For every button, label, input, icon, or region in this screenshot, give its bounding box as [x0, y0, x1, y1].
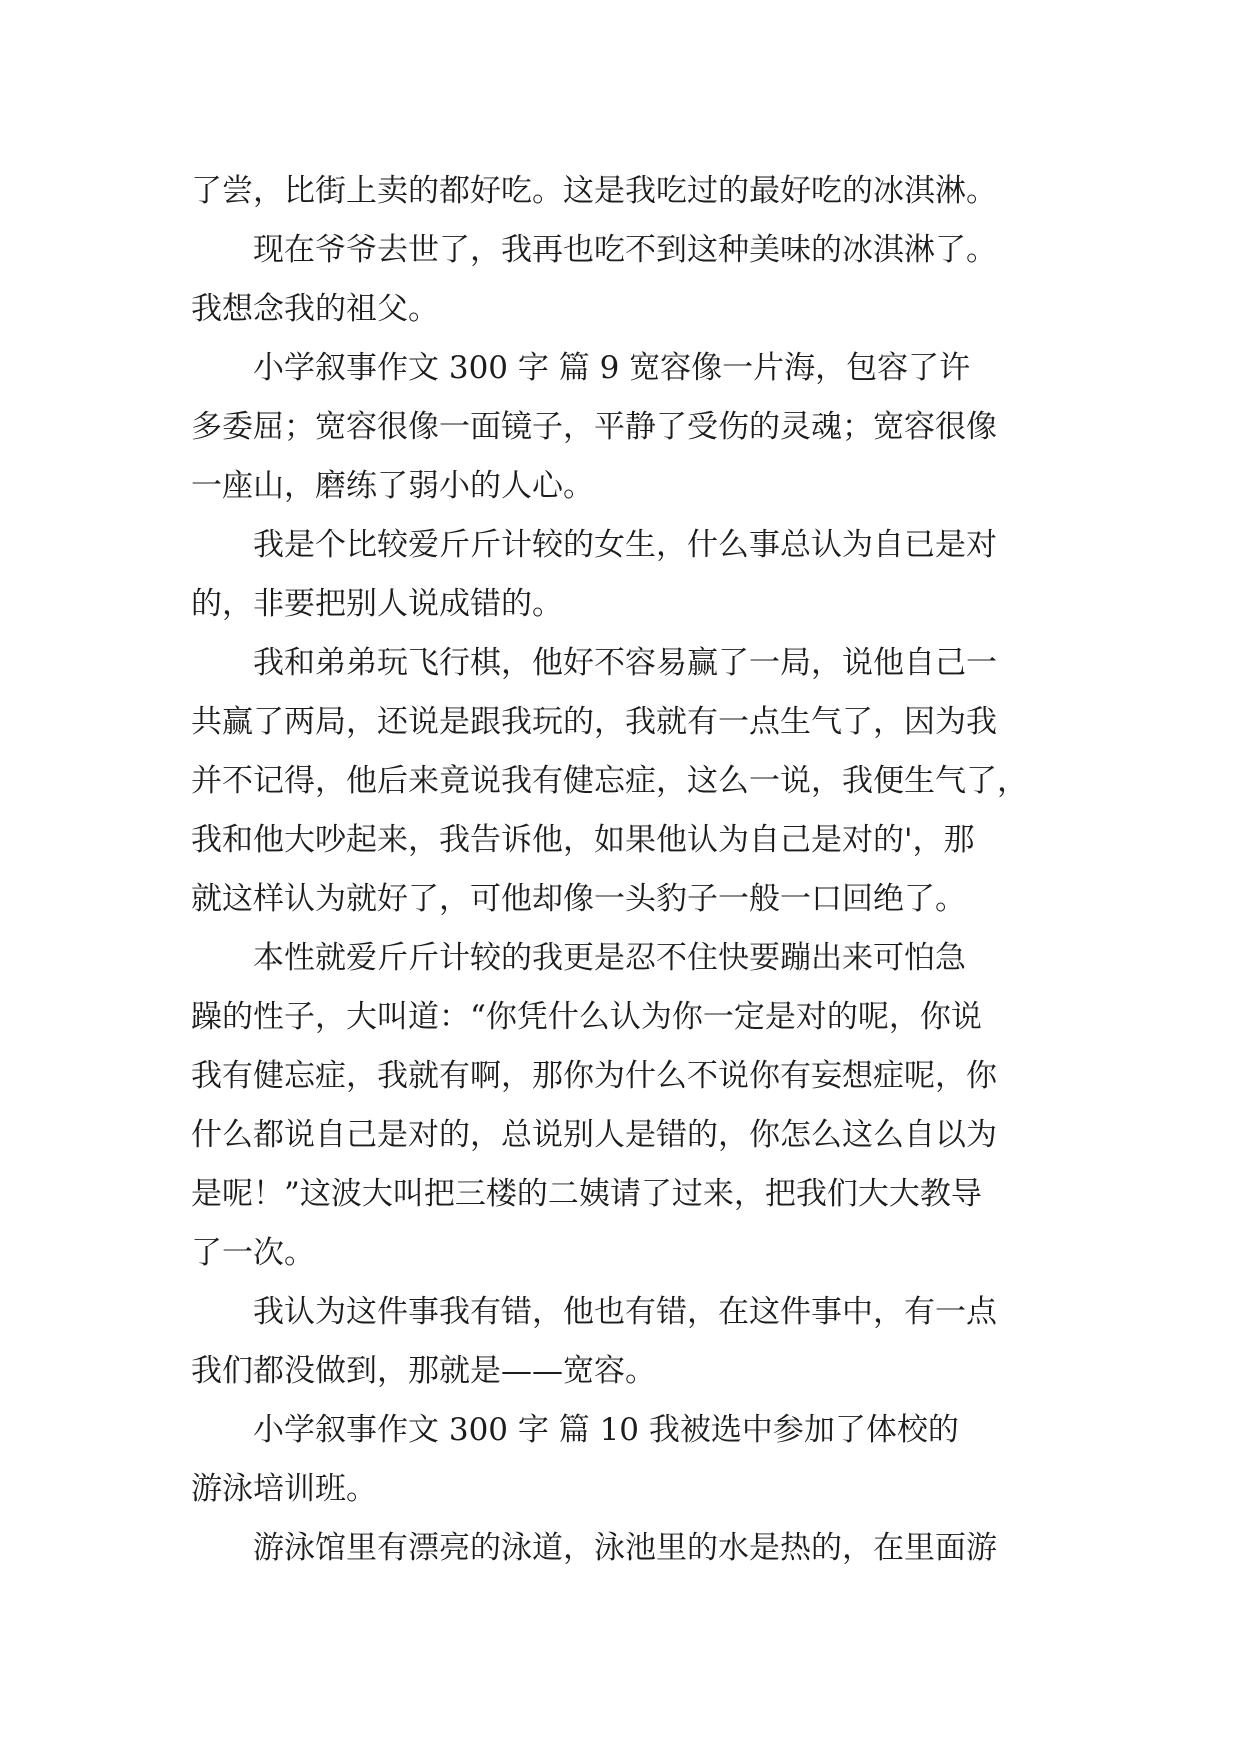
- paragraph-start-line: 我和弟弟玩飞行棋，他好不容易赢了一局，说他自己一: [253, 645, 997, 681]
- paragraph-start-line: 现在爷爷去世了，我再也吃不到这种美味的冰淇淋了。: [253, 232, 997, 268]
- text-line: 我和他大吵起来，我告诉他，如果他认为自己是对的'，那: [191, 822, 975, 858]
- text-line: 多委屈；宽容很像一面镜子，平静了受伤的灵魂；宽容很像: [191, 409, 997, 445]
- text-line: 躁的性子，大叫道：“你凭什么认为你一定是对的呢，你说: [191, 999, 982, 1035]
- body-text: [191, 162, 1061, 1578]
- paragraph-start-line: 我是个比较爱斤斤计较的女生，什么事总认为自已是对: [253, 527, 997, 563]
- text-line: 并不记得，他后来竟说我有健忘症，这么一说，我便生气了，: [191, 763, 1028, 799]
- text-line: 就这样认为就好了，可他却像一头豹子一般一口回绝了。: [191, 881, 966, 917]
- text-line: 游泳培训班。: [191, 1471, 377, 1507]
- text-line: 我们都没做到，那就是——宽容。: [191, 1353, 656, 1389]
- text-line: 的，非要把别人说成错的。: [191, 586, 563, 622]
- essay-heading-line-9: 小学叙事作文 300 字 篇 9 宽容像一片海，包容了许: [253, 350, 971, 386]
- text-line: 了尝，比街上卖的都好吃。这是我吃过的最好吃的冰淇淋。: [191, 173, 997, 209]
- text-line: 了一次。: [191, 1235, 315, 1271]
- text-line: 共赢了两局，还说是跟我玩的，我就有一点生气了，因为我: [191, 704, 997, 740]
- text-line: 我想念我的祖父。: [191, 291, 439, 327]
- text-line: 我有健忘症，我就有啊，那你为什么不说你有妄想症呢，你: [191, 1058, 997, 1094]
- paragraph-start-line: 我认为这件事我有错，他也有错，在这件事中，有一点: [253, 1294, 997, 1330]
- paragraph-start-line: 本性就爱斤斤计较的我更是忍不住快要蹦出来可怕急: [253, 940, 966, 976]
- essay-heading-line-10: 小学叙事作文 300 字 篇 10 我被选中参加了体校的: [253, 1412, 959, 1448]
- paragraph-start-line: 游泳馆里有漂亮的泳道，泳池里的水是热的，在里面游: [253, 1530, 997, 1566]
- text-line: 一座山，磨练了弱小的人心。: [191, 468, 594, 504]
- text-line: 是呢！”这波大叫把三楼的二姨请了过来，把我们大大教导: [191, 1176, 982, 1212]
- text-line: 什么都说自己是对的，总说别人是错的，你怎么这么自以为: [191, 1117, 997, 1153]
